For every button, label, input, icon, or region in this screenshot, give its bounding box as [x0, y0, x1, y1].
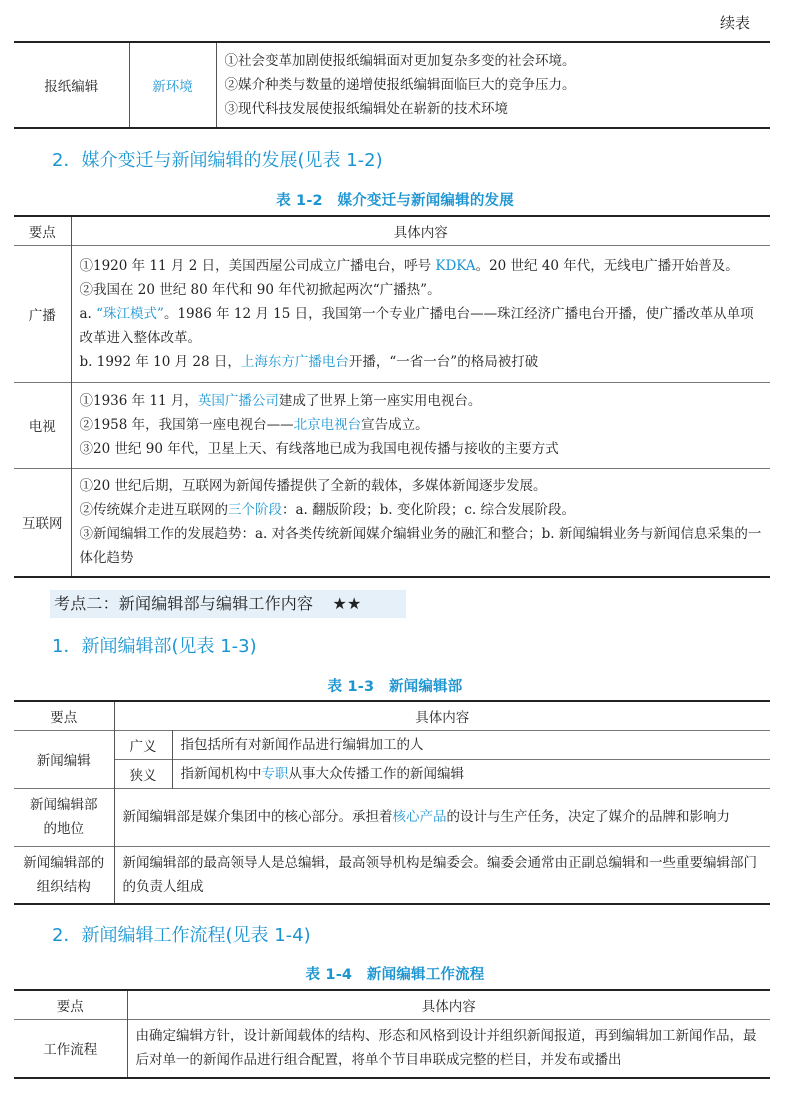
section-heading-newsroom: 1．新闻编辑部(见表 1-3): [52, 636, 257, 657]
text-segment: 从事大众传播工作的新闻编辑: [288, 765, 464, 782]
highlighted-term: KDKA: [435, 257, 476, 274]
sub-label: 广义: [114, 730, 172, 759]
table-1-2: [14, 215, 770, 578]
paragraph: [80, 437, 763, 461]
text-segment: ：a. 翻版阶段；b. 变化阶段；c. 综合发展阶段。: [282, 502, 575, 519]
text-segment: ②1958 年，我国第一座电视台——: [79, 417, 294, 433]
table-caption-1-2: 表 1-2 媒介变迁与新闻编辑的发展: [276, 193, 514, 209]
row-point: 新闻编辑部的组织结构: [23, 854, 105, 895]
text-segment: 宣告成立。: [361, 417, 429, 433]
row-point: 工作流程: [43, 1042, 98, 1059]
text-segment: 。1986 年 12 月 15 日，我国第一个专业广播电台——珠江经济广播电台开播，使广播改革从单项改革进入整体改革。: [79, 305, 754, 346]
highlighted-term: 英国广播公司: [197, 393, 279, 409]
text-segment: 的设计与生产任务，决定了媒介的品牌和影响力: [446, 809, 730, 825]
highlighted-term: 三个阶段: [228, 502, 282, 519]
row-content: [114, 788, 770, 846]
highlighted-term: 上海东方广播电台: [240, 353, 349, 370]
content-lines: [225, 49, 763, 121]
text-segment: ②媒介种类与数量的递增使报纸编辑面临巨大的竞争压力。: [224, 77, 576, 93]
text-segment: ③新闻编辑工作的发展趋势：a. 对各类传统新闻媒介编辑业务的融汇和整合；b. 新闻编辑业务与新闻信息采集的一体化趋势: [79, 526, 762, 567]
row-point: 互联网: [22, 516, 63, 533]
table-1-3: [14, 700, 770, 905]
continued-label: 续表: [719, 14, 750, 32]
text-segment: ①20 世纪后期，互联网为新闻传播提供了全新的载体，多媒体新闻逐步发展。: [79, 478, 547, 495]
text-segment: 指包括所有对新闻作品进行编辑加工的人: [180, 736, 424, 753]
col-header-point: 要点: [50, 709, 78, 726]
row-point: 新闻编辑部的地位: [30, 797, 98, 837]
sub-content: [172, 759, 770, 788]
paragraph: [80, 302, 763, 350]
sub-content: [172, 730, 770, 759]
text-segment: 开播，“一省一台”的格局被打破: [348, 353, 539, 370]
sub-label: 狭义: [114, 759, 172, 788]
text-segment: ②传统媒介走进互联网的: [79, 502, 228, 519]
paragraph: [80, 413, 763, 437]
paragraph: [225, 73, 763, 97]
highlighted-term: 北京电视台: [293, 417, 362, 433]
row-content: [114, 846, 770, 904]
paragraph: [80, 474, 763, 498]
paragraph: [80, 350, 763, 374]
text-segment: a.: [79, 305, 97, 322]
text-segment: ②我国在 20 世纪 80 年代和 90 年代初掀起两次“广播热”。: [79, 281, 441, 298]
row-point: 广播: [28, 307, 56, 324]
text-segment: ③现代科技发展使报纸编辑处在崭新的技术环境: [224, 101, 508, 117]
text-segment: 由确定编辑方针，设计新闻载体的结构、形态和风格到设计并组织新闻报道，再到编辑加工新闻作品，最后对单一的新闻作品进行组合配置，将单个节目串联成完整的栏目，并发布或播出: [135, 1028, 757, 1069]
key-point-banner: [50, 590, 406, 618]
text-segment: ①1936 年 11 月，: [79, 393, 198, 409]
table-caption-1-4: 表 1-4 新闻编辑工作流程: [305, 967, 485, 983]
row-content: [71, 468, 770, 577]
text-segment: ①1920 年 11 月 2 日，美国西屋公司成立广播电台，呼号: [79, 257, 436, 274]
section-heading-workflow: 2．新闻编辑工作流程(见表 1-4): [52, 925, 311, 946]
row-point: 电视: [28, 419, 56, 435]
row-content: [71, 245, 770, 382]
row-content: [127, 1019, 770, 1078]
paragraph: [225, 49, 763, 73]
col-header-point: 要点: [28, 224, 56, 241]
paragraph: [80, 522, 763, 570]
paragraph: [80, 498, 763, 522]
col-header-content: 具体内容: [114, 701, 770, 730]
key-point-title: 考点二：新闻编辑部与编辑工作内容: [54, 594, 314, 613]
text-segment: 新闻编辑部的最高领导人是总编辑，最高领导机构是编委会。编委会通常由正副总编辑和一些重要编辑部门的负责人组成: [122, 854, 757, 895]
highlighted-term: 专职: [261, 765, 289, 782]
paragraph: [225, 97, 763, 121]
text-segment: 指新闻机构中: [180, 765, 262, 782]
col-header-content: 具体内容: [127, 990, 770, 1019]
section-heading-media-change: 2．媒介变迁与新闻编辑的发展(见表 1-2): [52, 150, 383, 171]
row-content: [71, 382, 770, 468]
text-segment: 新闻编辑部是媒介集团中的核心部分。承担着: [122, 809, 393, 825]
content-cell: [216, 42, 770, 128]
col-header-point: 要点: [56, 998, 84, 1015]
text-segment: b. 1992 年 10 月 28 日，: [79, 353, 241, 370]
text-segment: 建成了世界上第一座实用电视台。: [278, 393, 482, 409]
sub-cell: 新环境: [129, 42, 216, 128]
paragraph: [80, 254, 763, 278]
point-cell: 报纸编辑: [44, 79, 99, 95]
col-header-content: 具体内容: [71, 216, 770, 245]
table-1-4: [14, 989, 770, 1079]
text-segment: ③20 世纪 90 年代，卫星上天、有线落地已成为我国电视传播与接收的主要方式: [79, 441, 559, 457]
highlighted-term: 核心产品: [392, 809, 447, 825]
star-rating-icon: ★★: [332, 594, 362, 613]
text-segment: ①社会变革加剧使报纸编辑面对更加复杂多变的社会环境。: [224, 53, 576, 69]
paragraph: [80, 389, 763, 413]
row-point: 新闻编辑: [36, 753, 91, 769]
table-1-1-continued: [14, 41, 770, 129]
highlighted-term: “珠江模式”: [96, 305, 164, 322]
paragraph: [80, 278, 763, 302]
table-caption-1-3: 表 1-3 新闻编辑部: [327, 679, 463, 695]
text-segment: 。20 世纪 40 年代，无线电广播开始普及。: [475, 257, 739, 274]
